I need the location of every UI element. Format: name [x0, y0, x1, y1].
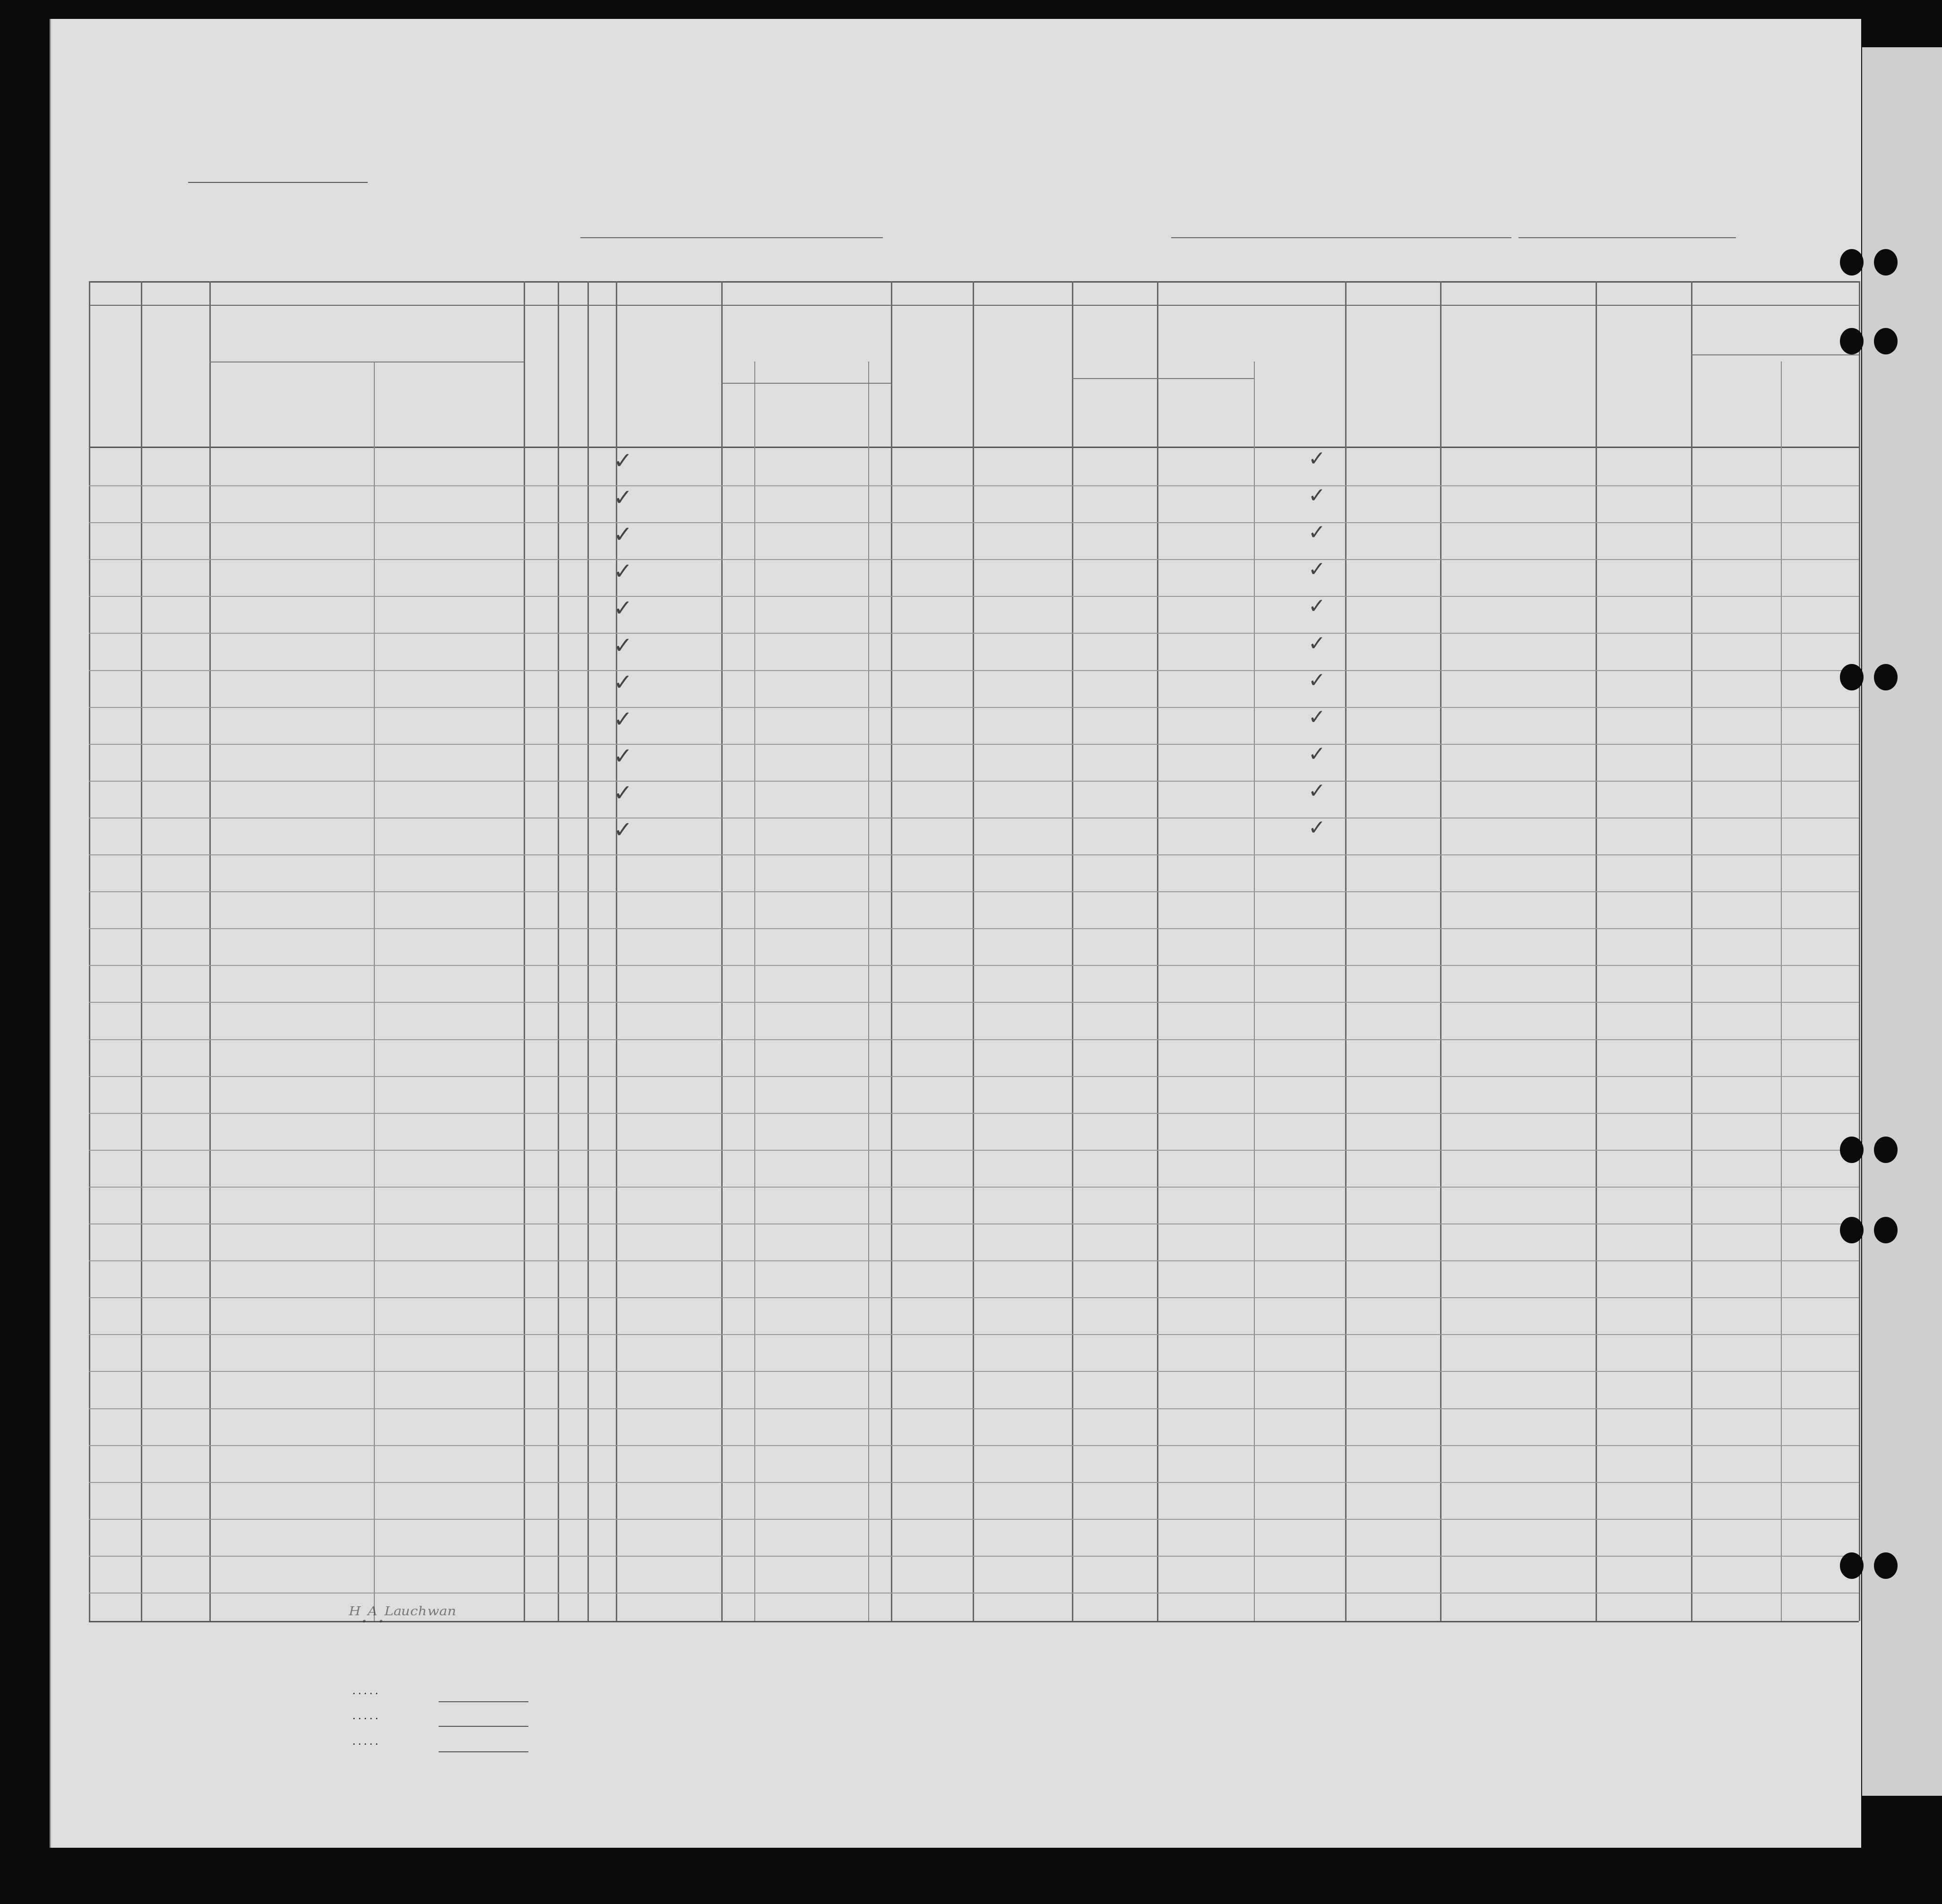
row-rule [89, 1334, 1859, 1335]
column-divider [1859, 281, 1860, 1621]
port-underline [1171, 237, 1511, 238]
row-rule [89, 596, 1859, 597]
check-mark-icon: ✓ [613, 484, 633, 511]
check-mark-icon: ✓ [1308, 447, 1326, 471]
row-rule [89, 1519, 1859, 1520]
column-divider [1345, 281, 1346, 1621]
date-underline [1519, 237, 1736, 238]
row-rule [89, 670, 1859, 671]
row-rule [89, 1408, 1859, 1409]
check-mark-icon: ✓ [613, 742, 633, 769]
binder-hole [1840, 1217, 1864, 1243]
column-divider [891, 281, 892, 1621]
row-rule [89, 559, 1859, 560]
check-mark-icon: ✓ [613, 521, 633, 548]
column-divider [1781, 362, 1782, 1621]
row-rule [89, 522, 1859, 523]
row-rule [89, 1039, 1859, 1040]
row-rule [89, 1445, 1859, 1446]
manifest-sheet [50, 19, 1861, 1848]
row-rule [89, 1002, 1859, 1003]
column-divider [1440, 281, 1441, 1621]
check-mark-icon: ✓ [1308, 741, 1326, 766]
check-mark-icon: ✓ [613, 779, 633, 806]
aliens-dots: . . . . . [353, 1735, 378, 1748]
total-line [439, 1701, 528, 1702]
column-divider [209, 281, 211, 1621]
column-divider [868, 362, 869, 1621]
row-rule [89, 633, 1859, 634]
ableto-subheader-line [721, 383, 891, 384]
check-mark-icon: ✓ [1308, 778, 1326, 803]
row-rule [89, 1150, 1859, 1151]
column-divider [374, 362, 375, 1621]
binder-hole [1874, 1217, 1898, 1243]
check-mark-icon: ✓ [1308, 631, 1326, 655]
column-divider [1072, 281, 1073, 1621]
column-divider [973, 281, 974, 1621]
column-divider [558, 281, 559, 1621]
birth-subheader-line [1072, 378, 1254, 379]
check-mark-icon: ✓ [1308, 816, 1326, 840]
row-rule [89, 928, 1859, 929]
binder-hole [1874, 1137, 1898, 1163]
check-mark-icon: ✓ [613, 595, 633, 622]
check-mark-icon: ✓ [1308, 705, 1326, 729]
citizens-line [439, 1726, 528, 1727]
ship-underline [580, 237, 883, 238]
list-underline [188, 182, 368, 183]
column-divider [754, 362, 755, 1621]
row-rule [89, 485, 1859, 486]
total-dots: . . . . . [353, 1685, 378, 1697]
citizens-dots: . . . . . [353, 1710, 378, 1722]
purser-signature: ᴴ.ᴬ.ᴸᵃᵘᶜʰʷᵃⁿ [349, 1602, 457, 1628]
row-rule [89, 1260, 1859, 1261]
row-rule [89, 1076, 1859, 1077]
binder-hole [1874, 1552, 1898, 1579]
row-rule [89, 1297, 1859, 1298]
row-rule [89, 781, 1859, 782]
column-divider [141, 281, 142, 1621]
row-rule [89, 1556, 1859, 1557]
binder-hole [1874, 664, 1898, 690]
column-divider [1157, 281, 1158, 1621]
row-rule [89, 1593, 1859, 1594]
check-mark-icon: ✓ [1308, 594, 1326, 619]
binder-hole [1840, 249, 1864, 276]
row-rule [89, 1223, 1859, 1224]
row-rule [89, 744, 1859, 745]
row-rule [89, 854, 1859, 855]
row-rule [89, 965, 1859, 966]
row-rule [89, 1113, 1859, 1114]
column-divider [89, 281, 90, 1621]
row-rule [89, 1482, 1859, 1483]
row-rule [89, 1371, 1859, 1372]
aliens-line [439, 1751, 528, 1752]
check-mark-icon: ✓ [613, 632, 633, 659]
binder-hole [1840, 328, 1864, 354]
binder-hole [1874, 249, 1898, 276]
check-mark-icon: ✓ [1308, 668, 1326, 692]
binder-hole [1840, 1137, 1864, 1163]
binder-hole [1874, 328, 1898, 354]
check-mark-icon: ✓ [1308, 483, 1326, 508]
column-divider [1691, 281, 1692, 1621]
column-divider [616, 281, 617, 1621]
check-mark-icon: ✓ [1308, 520, 1326, 545]
binder-hole [1840, 664, 1864, 690]
row-rule [89, 891, 1859, 892]
binder-hole [1840, 1552, 1864, 1579]
check-mark-icon: ✓ [613, 817, 633, 843]
next-sheet-edge [1862, 47, 1942, 1796]
check-mark-icon: ✓ [613, 448, 633, 474]
check-mark-icon: ✓ [613, 706, 633, 732]
column-divider [1254, 362, 1255, 1621]
column-divider [721, 281, 723, 1621]
check-mark-icon: ✓ [613, 558, 633, 585]
column-divider [587, 281, 589, 1621]
column-divider [524, 281, 525, 1621]
check-mark-icon: ✓ [613, 669, 633, 696]
check-mark-icon: ✓ [1308, 557, 1326, 582]
row-rule [89, 1187, 1859, 1188]
row-rule [89, 707, 1859, 708]
residence-subheader-line [1691, 354, 1859, 355]
column-divider [1596, 281, 1597, 1621]
